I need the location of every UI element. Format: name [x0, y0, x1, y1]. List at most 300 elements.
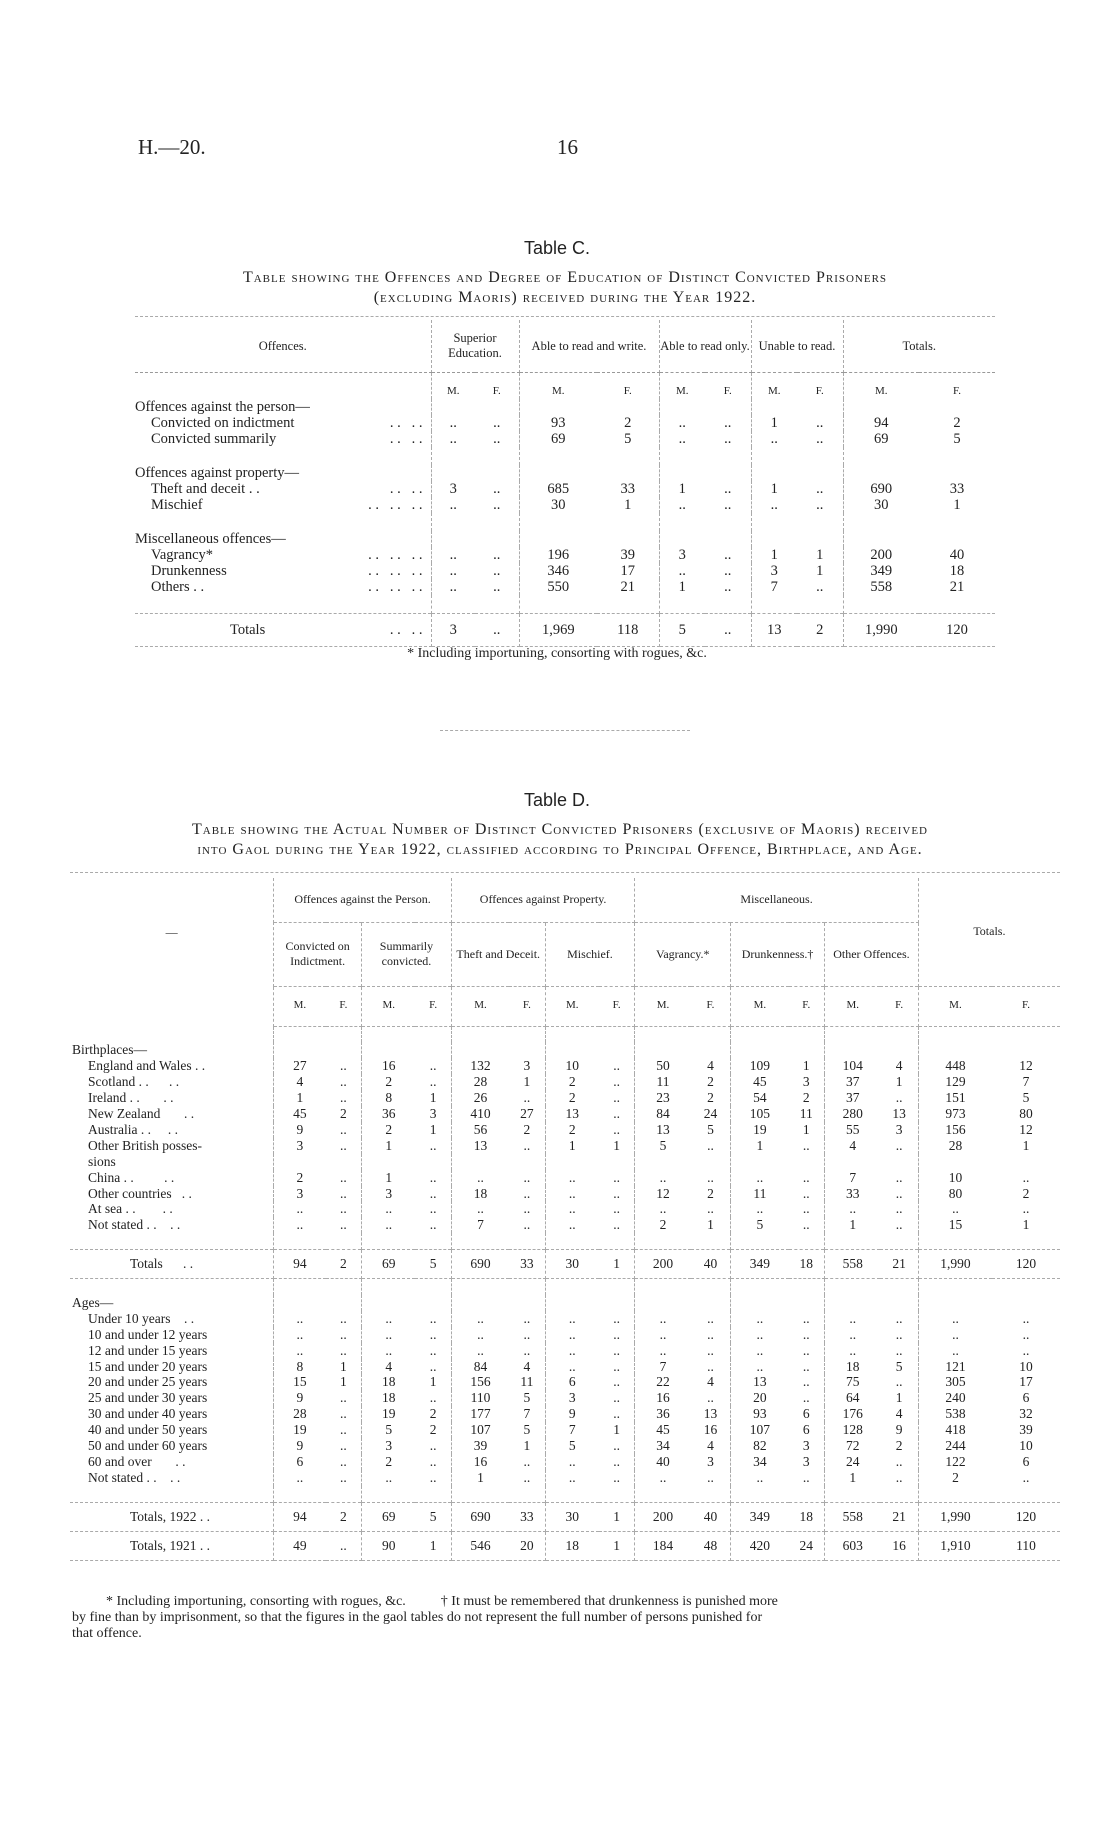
cell	[918, 1042, 992, 1058]
cell: 6	[568, 1374, 576, 1390]
cell: 18	[473, 1185, 488, 1201]
gap-cell	[919, 513, 995, 531]
table-row	[70, 1327, 1060, 1343]
cell	[545, 1233, 599, 1249]
table-d-sub-drunkenness: Drunkenness.†	[731, 922, 825, 986]
cell: 94	[274, 1250, 326, 1279]
cell: ..	[326, 1122, 362, 1138]
cell: 1	[599, 1502, 635, 1531]
cell: ..	[797, 497, 843, 513]
cell: 48	[691, 1531, 731, 1560]
table-d-caption	[60, 820, 1060, 860]
cell: 18	[381, 1374, 396, 1390]
cell	[880, 1233, 918, 1249]
cell: 5	[415, 1502, 451, 1531]
cell: 5	[568, 1438, 576, 1454]
cell: ..	[1022, 1169, 1030, 1185]
male-label: M.	[767, 385, 781, 397]
empty-cell	[475, 399, 519, 415]
empty-cell	[597, 465, 659, 481]
cell: 6	[296, 1454, 304, 1470]
cell: ..	[509, 1470, 545, 1486]
cell: ..	[326, 1170, 362, 1186]
cell: ..	[326, 1454, 362, 1470]
cell: 18	[789, 1250, 825, 1279]
cell: ..	[691, 1138, 731, 1154]
cell: 15	[293, 1374, 307, 1390]
cell: 2	[691, 1074, 731, 1090]
cell: 1	[599, 1531, 635, 1560]
table-d-sub-summarily: Summarily convicted.	[362, 922, 452, 986]
cell: 1	[789, 1058, 825, 1074]
cell: 2	[415, 1422, 451, 1438]
table-row	[70, 1074, 1060, 1090]
cell	[362, 1042, 416, 1058]
cell: 33	[597, 481, 659, 497]
cell: 120	[992, 1502, 1060, 1531]
cell: 1	[953, 497, 961, 513]
cell: 94	[874, 415, 889, 431]
cell: 4	[385, 1358, 393, 1374]
cell	[451, 1279, 509, 1295]
cell: ..	[797, 481, 843, 497]
gap-cell	[705, 447, 751, 465]
cell: ..	[678, 415, 686, 431]
table-row	[70, 1470, 1060, 1486]
cell: 50	[656, 1058, 670, 1074]
cell	[415, 1154, 451, 1170]
cell	[509, 1026, 545, 1042]
cell: 5	[509, 1390, 545, 1406]
table-row	[135, 415, 995, 431]
cell: 690	[451, 1502, 509, 1531]
cell: ..	[475, 497, 519, 513]
cell: ..	[789, 1343, 825, 1359]
group-gap	[135, 513, 995, 531]
cell: 69	[874, 431, 889, 447]
cell: 39	[597, 547, 659, 563]
female-label: F.	[509, 986, 545, 1026]
table-row	[70, 1359, 1060, 1375]
cell: 93	[753, 1406, 767, 1422]
cell: 20	[509, 1531, 545, 1560]
cell: 9	[568, 1406, 576, 1422]
male-label: M.	[874, 385, 888, 397]
cell: ..	[756, 1201, 764, 1217]
gap-cell	[843, 447, 919, 465]
page-reference: H.—20.	[138, 135, 206, 159]
row-label: Not stated . . . .	[70, 1470, 274, 1486]
cell: 5	[756, 1217, 764, 1233]
spacer-row	[70, 1486, 1060, 1502]
cell: 12	[656, 1185, 670, 1201]
table-row	[70, 1311, 1060, 1327]
table-row	[70, 1154, 1060, 1170]
cell: 1	[880, 1390, 918, 1406]
cell: ..	[599, 1327, 635, 1343]
cell: 40	[949, 547, 965, 563]
cell: 3	[415, 1106, 451, 1122]
cell: ..	[880, 1327, 918, 1343]
cell: 690	[870, 481, 893, 497]
cell: 10	[948, 1169, 963, 1185]
cell: 1	[770, 547, 778, 563]
cell: 28	[948, 1137, 963, 1153]
cell: ..	[568, 1342, 576, 1358]
cell: 45	[753, 1074, 767, 1090]
cell: ..	[326, 1311, 362, 1327]
cell	[545, 1486, 599, 1502]
cell: ..	[475, 415, 519, 431]
cell	[825, 1042, 881, 1058]
cell: 24	[845, 1454, 860, 1470]
table-row	[70, 1058, 1060, 1074]
cell: ..	[477, 1169, 484, 1185]
cell: 21	[880, 1250, 918, 1279]
cell: ..	[691, 1343, 731, 1359]
cell: ..	[449, 547, 457, 563]
cell: ..	[326, 1470, 362, 1486]
table-row	[70, 1343, 1060, 1359]
cell: ..	[880, 1343, 918, 1359]
male-label: M.	[635, 986, 691, 1026]
cell: 7	[509, 1406, 545, 1422]
cell: 10	[1019, 1358, 1033, 1374]
cell: 19	[293, 1422, 307, 1438]
cell: 280	[842, 1106, 863, 1122]
spacer-row	[70, 1279, 1060, 1295]
cell: 973	[945, 1106, 966, 1122]
cell: ..	[477, 1326, 484, 1342]
spacer-row	[70, 1026, 1060, 1042]
cell: ..	[475, 579, 519, 595]
cell: 13	[753, 1374, 767, 1390]
cell: 16	[691, 1422, 731, 1438]
empty-cell	[843, 531, 919, 547]
cell: ..	[326, 1343, 362, 1359]
table-row	[135, 431, 995, 447]
empty-cell	[705, 531, 751, 547]
cell: ..	[789, 1359, 825, 1375]
cell	[545, 1042, 599, 1058]
cell: ..	[415, 1138, 451, 1154]
cell: ..	[880, 1090, 918, 1106]
row-label-text: Convicted on indictment	[151, 415, 295, 431]
table-d-header-totals: Totals.	[973, 924, 1006, 939]
cell: 558	[825, 1502, 881, 1531]
cell: ..	[691, 1311, 731, 1327]
cell: ..	[568, 1454, 576, 1470]
cell: 2	[568, 1074, 576, 1090]
cell	[415, 1279, 451, 1295]
cell: 176	[842, 1406, 863, 1422]
table-c-header-unable: Unable to read.	[751, 320, 843, 373]
cell: ..	[415, 1454, 451, 1470]
table-row	[70, 1122, 1060, 1138]
cell	[326, 1042, 362, 1058]
cell: ..	[449, 563, 457, 579]
cell	[599, 1233, 635, 1249]
empty-cell	[843, 465, 919, 481]
table-d	[70, 878, 1060, 1561]
cell: 105	[749, 1106, 770, 1122]
cell: 90	[362, 1531, 416, 1560]
cell: 4	[849, 1137, 857, 1153]
table-row	[135, 547, 995, 563]
cell: 120	[992, 1250, 1060, 1279]
cell: 3	[568, 1390, 576, 1406]
table-c-caption-line1: Table showing the Offences and Degree of Education of Distinct Convicted Prisoners	[242, 269, 888, 286]
cell: 80	[948, 1185, 963, 1201]
cell: 45	[656, 1422, 670, 1438]
cell: 3	[431, 614, 475, 647]
cell: 5	[691, 1122, 731, 1138]
cell: 1	[849, 1469, 857, 1485]
cell: 538	[945, 1406, 966, 1422]
cell: 1,969	[519, 614, 597, 647]
table-row	[70, 1438, 1060, 1454]
cell	[691, 1279, 731, 1295]
table-row	[135, 579, 995, 595]
cell: ..	[880, 1170, 918, 1186]
female-label: F.	[953, 385, 961, 397]
table-row	[70, 1106, 1060, 1122]
table-c-header-read-only: Able to read only.	[659, 320, 751, 373]
gap-cell	[475, 595, 519, 614]
cell: 16	[381, 1058, 396, 1074]
cell	[691, 1026, 731, 1042]
row-label: 40 and under 50 years	[70, 1422, 274, 1438]
cell: ..	[849, 1201, 857, 1217]
cell: 9	[296, 1390, 304, 1406]
table-d-sub-mischief: Mischief.	[545, 922, 635, 986]
cell: ..	[705, 563, 751, 579]
cell: 21	[597, 579, 659, 595]
cell	[274, 1154, 326, 1170]
cell: 2	[659, 1217, 667, 1233]
empty-cell	[519, 465, 597, 481]
row-label: At sea . . . .	[70, 1201, 274, 1217]
cell	[545, 1279, 599, 1295]
cell: ..	[599, 1406, 635, 1422]
cell	[362, 1486, 416, 1502]
table-d-title: Table D.	[523, 790, 591, 810]
cell: 156	[945, 1121, 966, 1137]
cell: 109	[749, 1058, 770, 1074]
cell: 5	[659, 1137, 667, 1153]
cell: 1	[385, 1137, 393, 1153]
table-row	[70, 1201, 1060, 1217]
empty-cell	[919, 399, 995, 415]
cell: ..	[789, 1186, 825, 1202]
male-label: M.	[731, 986, 789, 1026]
cell	[918, 1026, 992, 1042]
cell: ..	[952, 1342, 959, 1358]
totals-label-text: Totals	[230, 622, 266, 638]
cell: 16	[880, 1531, 918, 1560]
cell: ..	[1022, 1310, 1030, 1326]
cell: 37	[845, 1074, 860, 1090]
empty-cell	[797, 531, 843, 547]
cell: 3	[296, 1137, 304, 1153]
cell: 5	[659, 614, 705, 647]
cell: 24	[691, 1106, 731, 1122]
cell: ..	[678, 497, 686, 513]
gap-cell	[659, 513, 705, 531]
cell: ..	[705, 579, 751, 595]
cell: ..	[599, 1058, 635, 1074]
cell: 151	[945, 1090, 966, 1106]
cell: ..	[756, 1358, 764, 1374]
cell	[599, 1026, 635, 1042]
empty-cell	[659, 531, 705, 547]
cell: ..	[326, 1531, 362, 1560]
gap-cell	[797, 447, 843, 465]
cell: 1	[1022, 1137, 1030, 1153]
cell: ..	[705, 481, 751, 497]
cell	[992, 1026, 1060, 1042]
table-row	[70, 1374, 1060, 1390]
cell: 121	[945, 1358, 966, 1374]
cell	[509, 1154, 545, 1170]
cell: 13	[880, 1106, 918, 1122]
cell: 240	[945, 1390, 966, 1406]
cell	[415, 1486, 451, 1502]
cell	[362, 1026, 416, 1042]
leader-dots: . . . .	[389, 622, 423, 638]
cell: ..	[296, 1469, 304, 1485]
cell: ..	[880, 1374, 918, 1390]
cell: ..	[477, 1310, 484, 1326]
cell: 196	[547, 547, 570, 563]
cell: 2	[385, 1121, 393, 1137]
cell	[509, 1486, 545, 1502]
cell	[509, 1233, 545, 1249]
row-label: Australia . . . .	[70, 1122, 274, 1138]
cell: 177	[470, 1406, 491, 1422]
cell: 349	[870, 563, 893, 579]
totals-label	[135, 614, 431, 647]
cell	[545, 1295, 599, 1311]
cell	[545, 1026, 599, 1042]
cell: 3	[385, 1438, 393, 1454]
cell: ..	[509, 1090, 545, 1106]
cell: 1	[296, 1090, 304, 1106]
cell: 349	[731, 1250, 789, 1279]
male-label: M.	[446, 385, 460, 397]
cell: 15	[948, 1217, 963, 1233]
cell: 82	[753, 1438, 767, 1454]
cell	[992, 1279, 1060, 1295]
cell: 21	[880, 1502, 918, 1531]
row-label: sions	[70, 1154, 274, 1170]
cell: 6	[789, 1406, 825, 1422]
cell: 107	[749, 1422, 770, 1438]
cell: 3	[385, 1185, 393, 1201]
cell: ..	[296, 1310, 304, 1326]
empty-cell	[751, 465, 797, 481]
cell: ..	[415, 1438, 451, 1454]
cell: 1	[678, 579, 686, 595]
cell: ..	[568, 1169, 576, 1185]
cell: 558	[870, 579, 893, 595]
cell: ..	[509, 1217, 545, 1233]
cell: 7	[770, 579, 778, 595]
male-label: M.	[362, 986, 416, 1026]
cell: ..	[449, 415, 457, 431]
cell: 1	[509, 1074, 545, 1090]
cell: ..	[415, 1390, 451, 1406]
cell: 305	[945, 1374, 966, 1390]
cell	[326, 1154, 362, 1170]
cell: ..	[678, 563, 686, 579]
gap-cell	[659, 595, 705, 614]
gap-cell	[431, 595, 475, 614]
cell: 3	[509, 1058, 545, 1074]
cell: ..	[599, 1106, 635, 1122]
cell: 685	[547, 481, 570, 497]
cell	[992, 1233, 1060, 1249]
cell: 120	[919, 614, 995, 647]
cell	[880, 1042, 918, 1058]
cell: ..	[326, 1090, 362, 1106]
cell: ..	[599, 1311, 635, 1327]
female-label: F.	[691, 986, 731, 1026]
cell: 1	[599, 1138, 635, 1154]
row-label: Other countries . .	[70, 1186, 274, 1202]
row-label: 50 and under 60 years	[70, 1438, 274, 1454]
cell	[880, 1295, 918, 1311]
cell: 72	[845, 1438, 860, 1454]
cell: ..	[599, 1186, 635, 1202]
cell: ..	[599, 1438, 635, 1454]
mf-spacer	[70, 986, 274, 1026]
cell: 2	[509, 1122, 545, 1138]
cell: ..	[952, 1201, 959, 1217]
cell: ..	[477, 1201, 484, 1217]
table-row	[70, 1186, 1060, 1202]
cell: 18	[949, 563, 965, 579]
cell: 104	[842, 1058, 863, 1074]
birthplaces-totals-row	[70, 1250, 1060, 1279]
cell: ..	[880, 1138, 918, 1154]
cell	[918, 1233, 992, 1249]
cell: ..	[326, 1201, 362, 1217]
cell: ..	[599, 1074, 635, 1090]
cell: ..	[756, 1469, 764, 1485]
table-d-footnote-line1: * Including importuning, consorting with rogues, &c. † It must be remembered that drunkenness is punished more	[106, 1594, 778, 1609]
cell	[635, 1042, 691, 1058]
gap-cell	[919, 447, 995, 465]
cell: 2	[326, 1250, 362, 1279]
cell	[599, 1486, 635, 1502]
cell: 33	[509, 1502, 545, 1531]
cell: 17	[597, 563, 659, 579]
table-d-sub-theft: Theft and Deceit.	[451, 922, 545, 986]
cell	[274, 1295, 326, 1311]
cell	[691, 1154, 731, 1170]
cell	[362, 1295, 416, 1311]
cell: 200	[635, 1502, 691, 1531]
table-row	[70, 1390, 1060, 1406]
cell: 7	[849, 1169, 857, 1185]
gap-cell	[519, 447, 597, 465]
empty-cell	[475, 465, 519, 481]
cell: ..	[385, 1201, 393, 1217]
leader-dots: . . . . . .	[368, 547, 423, 563]
cell	[415, 1233, 451, 1249]
cell: 24	[789, 1531, 825, 1560]
